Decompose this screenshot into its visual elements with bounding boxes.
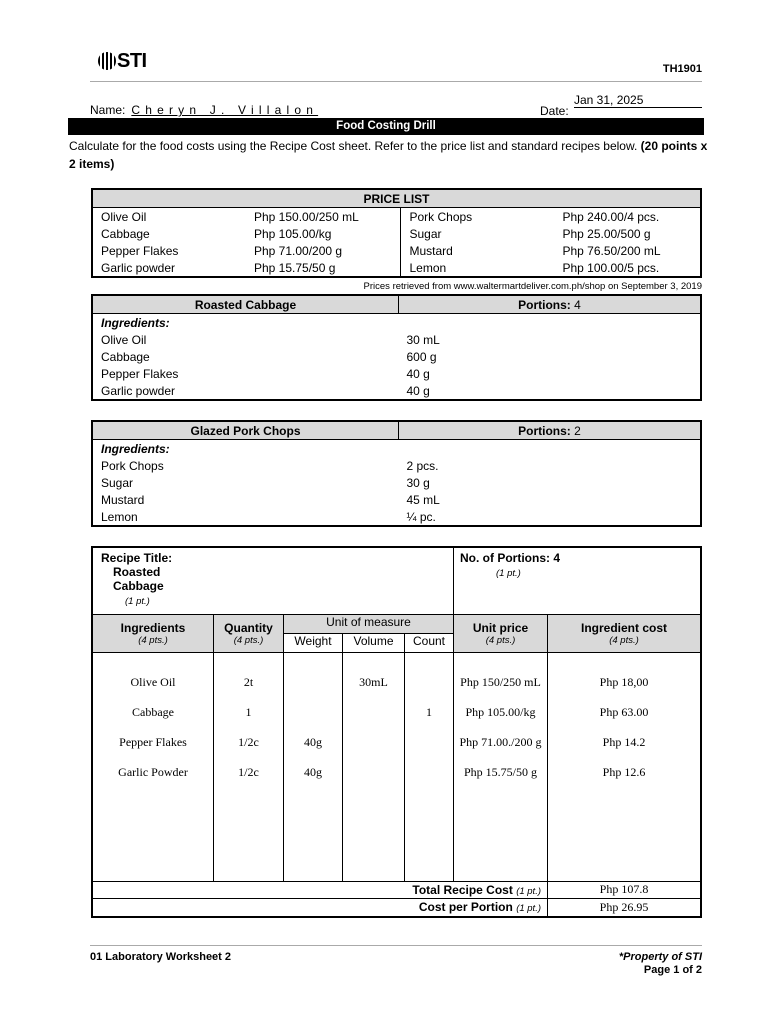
- name-label: Name:: [90, 103, 126, 117]
- table-row: Garlic powder Php 15.75/50 g Lemon Php 100.00/5 pcs.: [92, 259, 701, 277]
- price-source-note: Prices retrieved from www.waltermartdeliver.com.ph/shop on September 3, 2019: [363, 281, 702, 292]
- table-body-row: [92, 652, 701, 881]
- ingredient-cost-column: Php 18,00 Php 63.00 Php 14.2 Php 12.6: [548, 652, 702, 881]
- recipe-roasted-cabbage: [91, 294, 702, 401]
- instructions: Calculate for the food costs using the Recipe Cost sheet. Refer to the price list and standard recipes below. (20 points x 2 items): [69, 139, 708, 171]
- list-item: Mustard 45 mL: [101, 492, 440, 507]
- footer-property: *Property of STI: [618, 951, 702, 963]
- recipe-portions: Portions: 4: [399, 295, 702, 314]
- col-volume: Volume: [343, 633, 405, 652]
- count-column: 1: [405, 652, 454, 881]
- sti-globe-icon: [98, 52, 116, 70]
- quantity-column: 2t 1 1/2c 1/2c: [214, 652, 284, 881]
- ingredients-label: Ingredients:: [101, 441, 170, 456]
- recipe-title-cell: Recipe Title: Roasted Cabbage (1 pt.): [92, 547, 454, 614]
- header-divider: [90, 81, 702, 82]
- page-number: Page 1 of 2: [643, 964, 702, 976]
- portions-cell: No. of Portions: 4 (1 pt.): [454, 547, 702, 614]
- name-value: Cheryn J. Villalon: [131, 103, 319, 117]
- col-count: Count: [405, 633, 454, 652]
- table-row: Cabbage Php 105.00/kg Sugar Php 25.00/500 g: [101, 226, 651, 241]
- total-row: Total Recipe Cost (1 pt.) Php 107.8: [92, 881, 701, 898]
- weight-column: 40g 40g: [284, 652, 343, 881]
- per-portion-value: Php 26.95: [548, 898, 702, 917]
- sti-logo: STI: [98, 50, 147, 73]
- table-row: Olive Oil Php 150.00/250 mL Pork Chops Php 240.00/4 pcs.: [101, 209, 660, 224]
- col-ingredient-cost: Ingredient cost (4 pts.): [548, 614, 702, 652]
- ingredients-label: Ingredients:: [101, 315, 170, 330]
- col-unit-price: Unit price (4 pts.): [454, 614, 548, 652]
- col-quantity: Quantity (4 pts.): [214, 614, 284, 652]
- footer-divider: [90, 945, 702, 946]
- col-weight: Weight: [284, 633, 343, 652]
- list-item: Olive Oil 30 mL: [101, 332, 440, 347]
- date-value: Jan 31, 2025: [574, 93, 702, 108]
- volume-column: 30mL: [343, 652, 405, 881]
- list-item: Cabbage 600 g: [101, 349, 437, 364]
- total-value: Php 107.8: [548, 881, 702, 898]
- name-row: [90, 103, 318, 117]
- per-portion-row: Cost per Portion (1 pt.) Php 26.95: [92, 898, 701, 917]
- col-unit-of-measure: Unit of measure: [284, 614, 454, 633]
- footer-left: 01 Laboratory Worksheet 2: [90, 951, 232, 963]
- ingredients-column: Olive Oil Cabbage Pepper Flakes Garlic Powder: [92, 652, 214, 881]
- table-row: Pepper Flakes Php 71.00/200 g Mustard Php 76.50/200 mL: [101, 243, 661, 258]
- list-item: Pepper Flakes 40 g: [101, 366, 430, 381]
- price-list-title: PRICE LIST: [92, 189, 701, 208]
- document-code: TH1901: [662, 63, 702, 75]
- recipe-portions: Portions: 2: [399, 421, 702, 440]
- recipe-cost-sheet: [91, 546, 702, 918]
- col-ingredients: Ingredients (4 pts.): [92, 614, 214, 652]
- page-title: Food Costing Drill: [68, 118, 704, 135]
- list-item: Pork Chops 2 pcs.: [101, 458, 439, 473]
- list-item: Sugar 30 g: [101, 475, 430, 490]
- recipe-title: Roasted Cabbage: [92, 295, 399, 314]
- recipe-title: Glazed Pork Chops: [92, 421, 399, 440]
- list-item: Lemon ¼ pc.: [101, 509, 436, 524]
- recipe-glazed-pork-chops: [91, 420, 702, 527]
- price-list-table: [91, 188, 702, 278]
- date-label: Date:: [540, 104, 569, 118]
- unit-price-column: Php 150/250 mL Php 105.00/kg Php 71.00./200 g Php 15.75/50 g: [454, 652, 548, 881]
- list-item: Garlic powder 40 g: [101, 383, 430, 398]
